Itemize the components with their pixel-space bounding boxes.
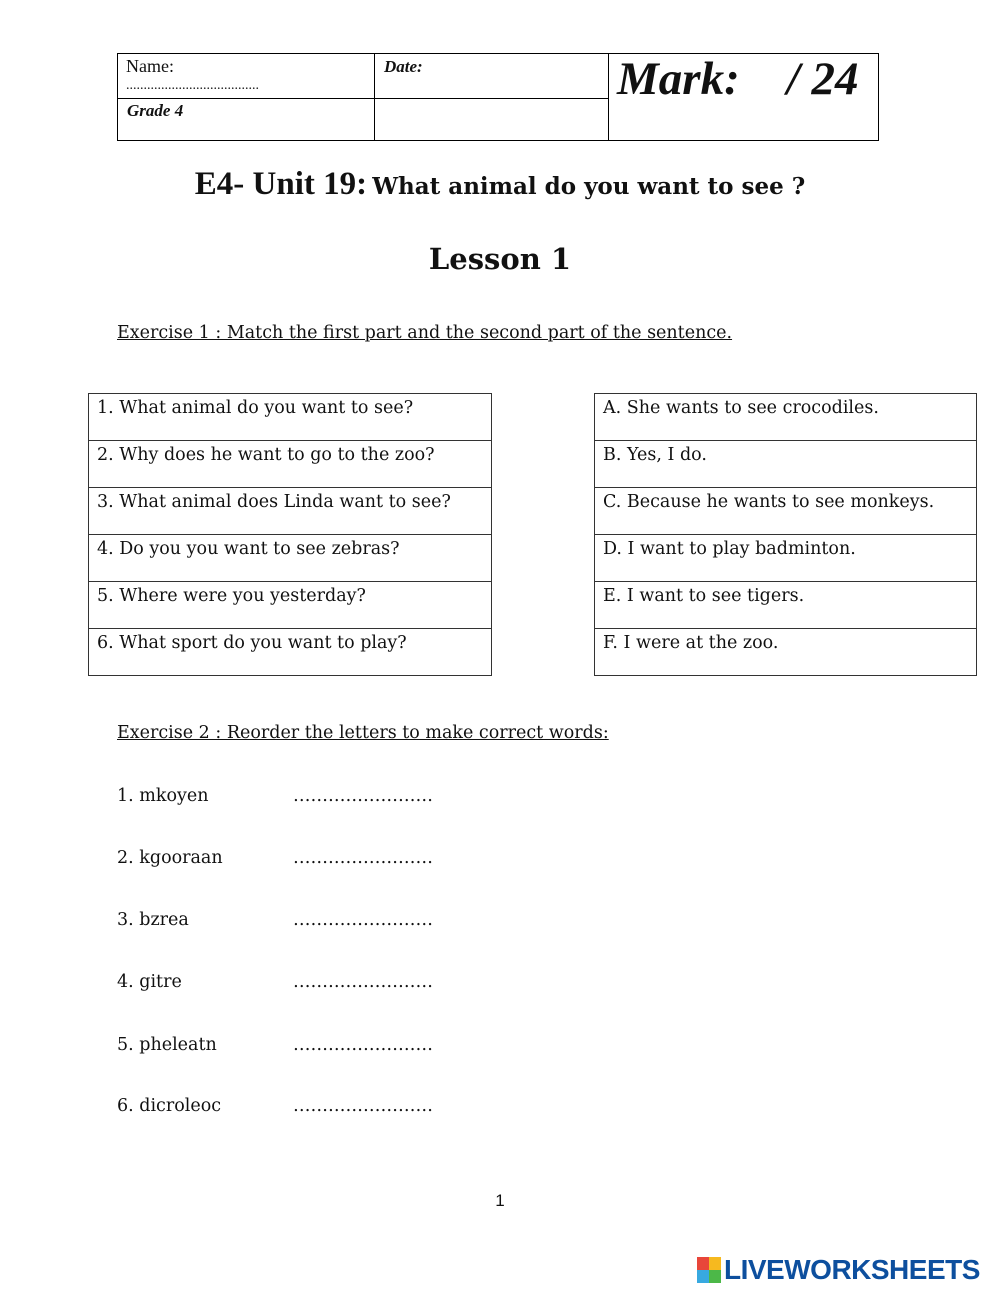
answer-cell: D. I want to play badminton.: [595, 535, 977, 582]
header-table: [117, 53, 879, 141]
answer-blank[interactable]: ……………………: [293, 910, 433, 930]
question-cell: 4. Do you you want to see zebras?: [89, 535, 492, 582]
grade-cell: [118, 99, 375, 141]
grade-label: Grade 4: [127, 101, 184, 120]
question-cell: 5. Where were you yesterday?: [89, 582, 492, 629]
answer-blank[interactable]: ……………………: [293, 1096, 433, 1116]
answer-cell: A. She wants to see crocodiles.: [595, 394, 977, 441]
name-cell[interactable]: [118, 54, 375, 99]
answer-blank[interactable]: ……………………: [293, 1035, 433, 1055]
question-cell: 3. What animal does Linda want to see?: [89, 488, 492, 535]
answer-cell: E. I want to see tigers.: [595, 582, 977, 629]
question-cell: 6. What sport do you want to play?: [89, 629, 492, 676]
lesson-title: Lesson 1: [428, 242, 572, 276]
scrambled-word: 2. kgooraan: [117, 848, 223, 868]
exercise1-answers-table: [594, 393, 977, 676]
answer-cell: C. Because he wants to see monkeys.: [595, 488, 977, 535]
exercise1-title: Exercise 1 : Match the first part and the second part of the sentence.: [117, 323, 733, 343]
scrambled-word: 4. gitre: [117, 972, 182, 992]
answer-cell: F. I were at the zoo.: [595, 629, 977, 676]
question-cell: 2. Why does he want to go to the zoo?: [89, 441, 492, 488]
mark-label: Mark: / 24: [617, 53, 859, 105]
exercise2-title: Exercise 2 : Reorder the letters to make correct words:: [117, 723, 609, 743]
name-blank: ......................................: [126, 78, 259, 93]
scrambled-word: 6. dicroleoc: [117, 1096, 222, 1116]
scrambled-word: 1. mkoyen: [117, 786, 209, 806]
date-value-cell[interactable]: [375, 99, 609, 141]
scrambled-word: 5. pheleatn: [117, 1035, 217, 1055]
unit-question: What animal do you want to see ?: [372, 173, 806, 200]
scrambled-word: 3. bzrea: [117, 910, 189, 930]
exercise1-questions-table: [88, 393, 492, 676]
answer-blank[interactable]: ……………………: [293, 848, 433, 868]
answer-cell: B. Yes, I do.: [595, 441, 977, 488]
mark-cell: [609, 54, 878, 140]
liveworksheets-logo[interactable]: [697, 1254, 980, 1286]
liveworksheets-logo-icon: [697, 1257, 721, 1283]
date-label: Date:: [384, 57, 423, 76]
page-number: 1: [495, 1191, 505, 1210]
name-label: Name:: [126, 56, 174, 76]
answer-blank[interactable]: ……………………: [293, 972, 433, 992]
answer-blank[interactable]: ……………………: [293, 786, 433, 806]
date-cell[interactable]: [375, 54, 609, 99]
brand-name: LIVEWORKSHEETS: [724, 1254, 980, 1285]
question-cell: 1. What animal do you want to see?: [89, 394, 492, 441]
unit-title: E4- Unit 19:: [194, 166, 368, 202]
page-title: [0, 166, 1000, 203]
